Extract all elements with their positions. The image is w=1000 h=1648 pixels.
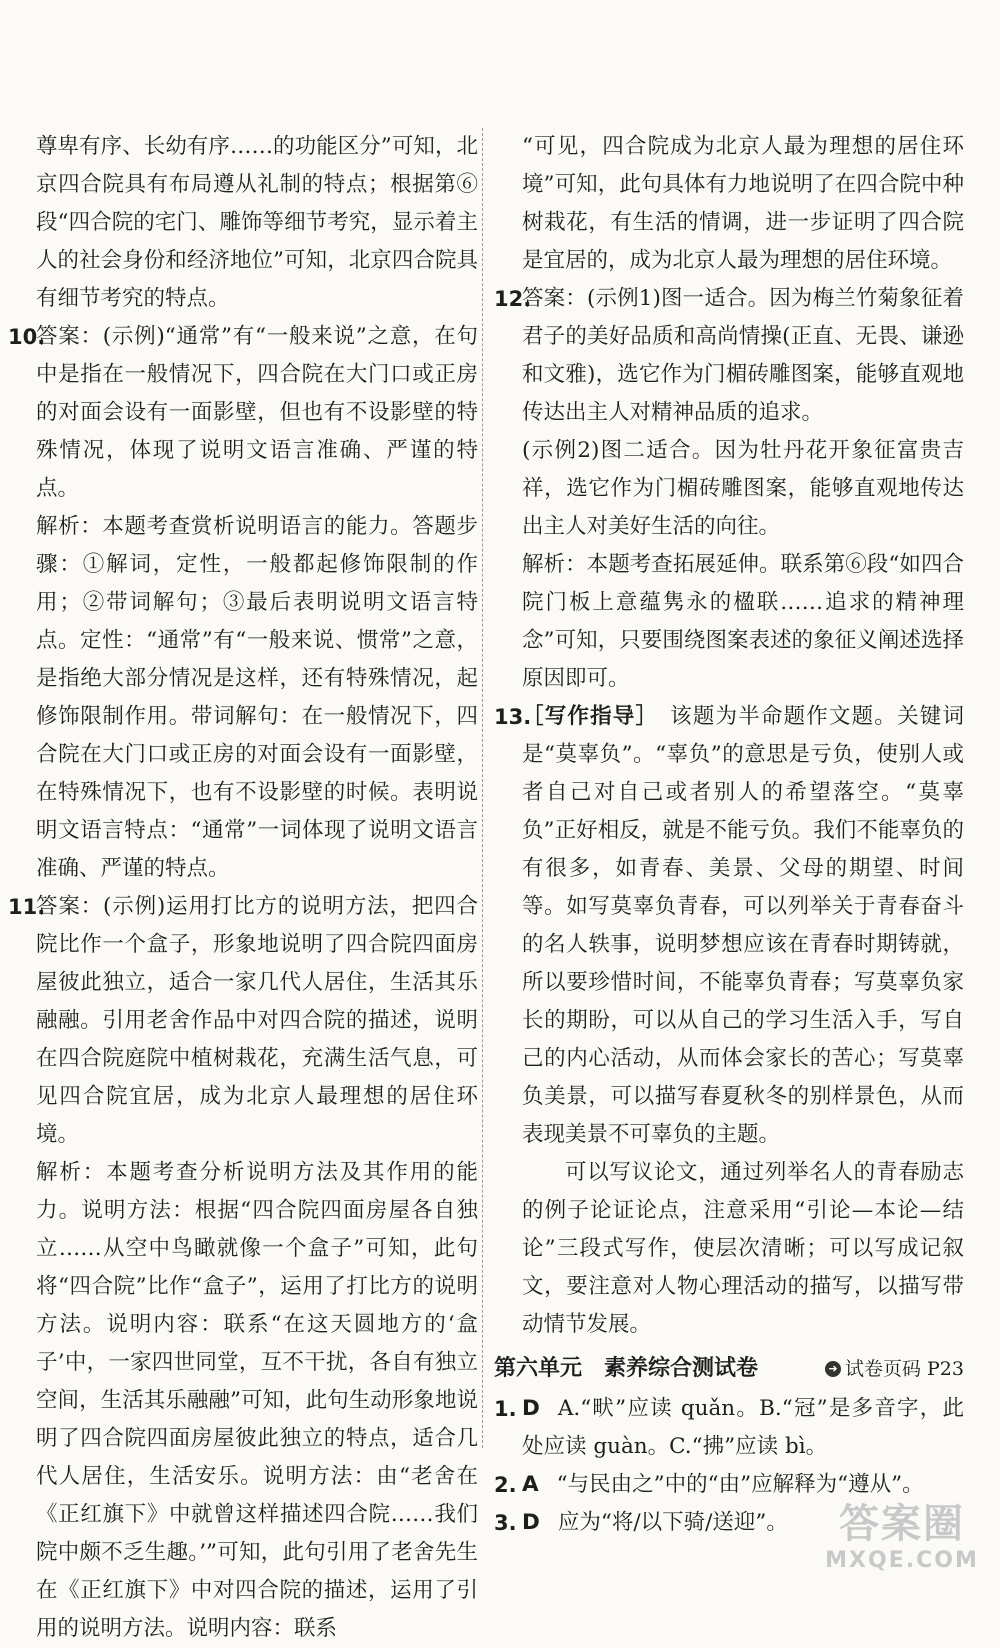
answer-text: “与民由之”中的“由”应解释为“遵从”。 [556, 1472, 924, 1497]
q12-answer: 答案：(示例1)图一适合。因为梅兰竹菊象征着君子的美好品质和高尚情操(正直、无畏、谦逊和文雅)，选它作为门楣砖雕图案，能够直观地传达出主人对精神品质的追求。 [522, 286, 964, 425]
q12-analysis: 解析：本题考查拓展延伸。联系第⑥段“如四合院门板上意蕴隽永的楹联……追求的精神理念”可知，只要围绕图案表述的象征义阐述选择原因即可。 [522, 552, 964, 691]
q13-text: 该题为半命题作文题。关键词是“莫辜负”。“辜负”的意思是亏负，使别人或者自己对自己或者别人的希望落空。“莫辜负”正好相反，就是不能亏负。我们不能辜负的有很多，如青春、美景、父母的期望、时间等。如写莫辜负青春，可以列举关于青春奋斗的名人轶事，说明梦想应该在青春时期铸就，所以要珍惜时间，不能辜负青春；写莫辜负家长的期盼，可以从自己的学习生活入手，写自己的内心活动，从而体会家长的苦心；写莫辜负美景，可以描写春夏秋冬的别样景色，从而表现美景不可辜负的主题。 [522, 704, 964, 1147]
answer-number: 1. [494, 1397, 517, 1421]
q11-continuation: “可见，四合院成为北京人最为理想的居住环境”可知，此句具体有力地说明了在四合院中种树栽花，有生活的情调，进一步证明了四合院是宜居的，成为北京人最为理想的居住环境。 [522, 134, 964, 273]
answer-2 [486, 1466, 964, 1504]
unit-section-header [486, 1350, 964, 1388]
answer-letter: A [522, 1472, 539, 1497]
question-number: 12. [494, 287, 532, 311]
q13-para2: 可以写议论文，通过列举名人的青春励志的例子论证论点，注意采用“引论—本论—结论”三段式写作，使层次清晰；可以写成记叙文，要注意对人物心理活动的描写，以描写带动情节发展。 [522, 1160, 964, 1337]
q10-answer: 答案：(示例)“通常”有“一般来说”之意，在句中是指在一般情况下，四合院在大门口或正房的对面会设有一面影壁，但也有不设影壁的特殊情况，体现了说明文语言准确、严谨的特点。 [36, 324, 478, 501]
column-divider [482, 128, 483, 1448]
watermark-sub: MXQE.COM [825, 1548, 979, 1573]
page-reference-text: 试卷页码 P23 [844, 1358, 964, 1380]
left-column [0, 128, 478, 1648]
q13-guidance [522, 698, 964, 1154]
q11-answer: 答案：(示例)运用打比方的说明方法，把四合院比作一个盒子，形象地说明了四合院四面房屋彼此独立，适合一家几代人居住，生活其乐融融。引用老舍作品中对四合院的描述，说明在四合院庭院中植树栽花，充满生活气息，可见四合院宜居，成为北京人最理想的居住环境。 [36, 894, 478, 1147]
question-13 [486, 698, 964, 1344]
watermark-main: 答案圈 [839, 1501, 965, 1547]
answer-1 [486, 1390, 964, 1466]
writing-guidance-tag: ［写作指导］ [522, 704, 648, 729]
question-12 [486, 280, 964, 698]
arrow-right-icon: ➜ [825, 1361, 841, 1377]
question-number: 11. [8, 895, 46, 919]
question-number: 13. [494, 705, 532, 729]
question-11 [0, 888, 478, 1648]
answer-text: 应为“将/以下骑/送迎”。 [557, 1510, 788, 1535]
right-column [486, 128, 964, 1542]
q11-analysis: 解析：本题考查分析说明方法及其作用的能力。说明方法：根据“四合院四面房屋各自独立……从空中鸟瞰就像一个盒子”可知，此句将“四合院”比作“盒子”，运用了打比方的说明方法。说明内容：联系“在这天圆地方的‘盒子’中，一家四世同堂，互不干扰，各自有独立空间，生活其乐融融”可知，此句生动形象地说明了四合院四面房屋彼此独立的特点，适合几代人居住，生活安乐。说明方法：由“老舍在《正红旗下》中就曾这样描述四合院……我们院中颇不乏生趣。’”可知，此句引用了老舍先生在《正红旗下》中对四合院的描述，运用了引用的说明方法。说明内容：联系 [36, 1160, 478, 1641]
q10-analysis: 解析：本题考查赏析说明语言的能力。答题步骤：①解词，定性，一般都起修饰限制的作用；②带词解句；③最后表明说明文语言特点。定性：“通常”有“一般来说、惯常”之意，是指绝大部分情况是这样，还有特殊情况，起修饰限制作用。带词解句：在一般情况下，四合院在大门口或正房的对面会设有一面影壁，在特殊情况下，也有不设影壁的时候。表明说明文语言特点：“通常”一词体现了说明文语言准确、严谨的特点。 [36, 514, 478, 881]
q12-example2: (示例2)图二适合。因为牡丹花开象征富贵吉祥，选它作为门楣砖雕图案，能够直观地传达出主人对美好生活的向往。 [522, 438, 964, 539]
answer-number: 3. [494, 1511, 517, 1535]
watermark-logo [822, 1500, 982, 1582]
answer-number: 2. [494, 1473, 517, 1497]
answer-text: A.“畎”应读 quǎn。B.“冠”是多音字，此处应读 guàn。C.“拂”应读 bì。 [522, 1396, 964, 1459]
question-10 [0, 318, 478, 888]
answer-letter: D [522, 1396, 540, 1421]
q9-continuation: 尊卑有序、长幼有序……的功能区分”可知，北京四合院具有布局遵从礼制的特点；根据第⑥段“四合院的宅门、雕饰等细节考究，显示着主人的社会身份和经济地位”可知，北京四合院具有细节考究的特点。 [36, 134, 478, 311]
page-reference [825, 1350, 964, 1388]
section-title: 第六单元 素养综合测试卷 [494, 1356, 759, 1381]
question-number: 10. [8, 325, 46, 349]
answer-letter: D [522, 1510, 540, 1535]
